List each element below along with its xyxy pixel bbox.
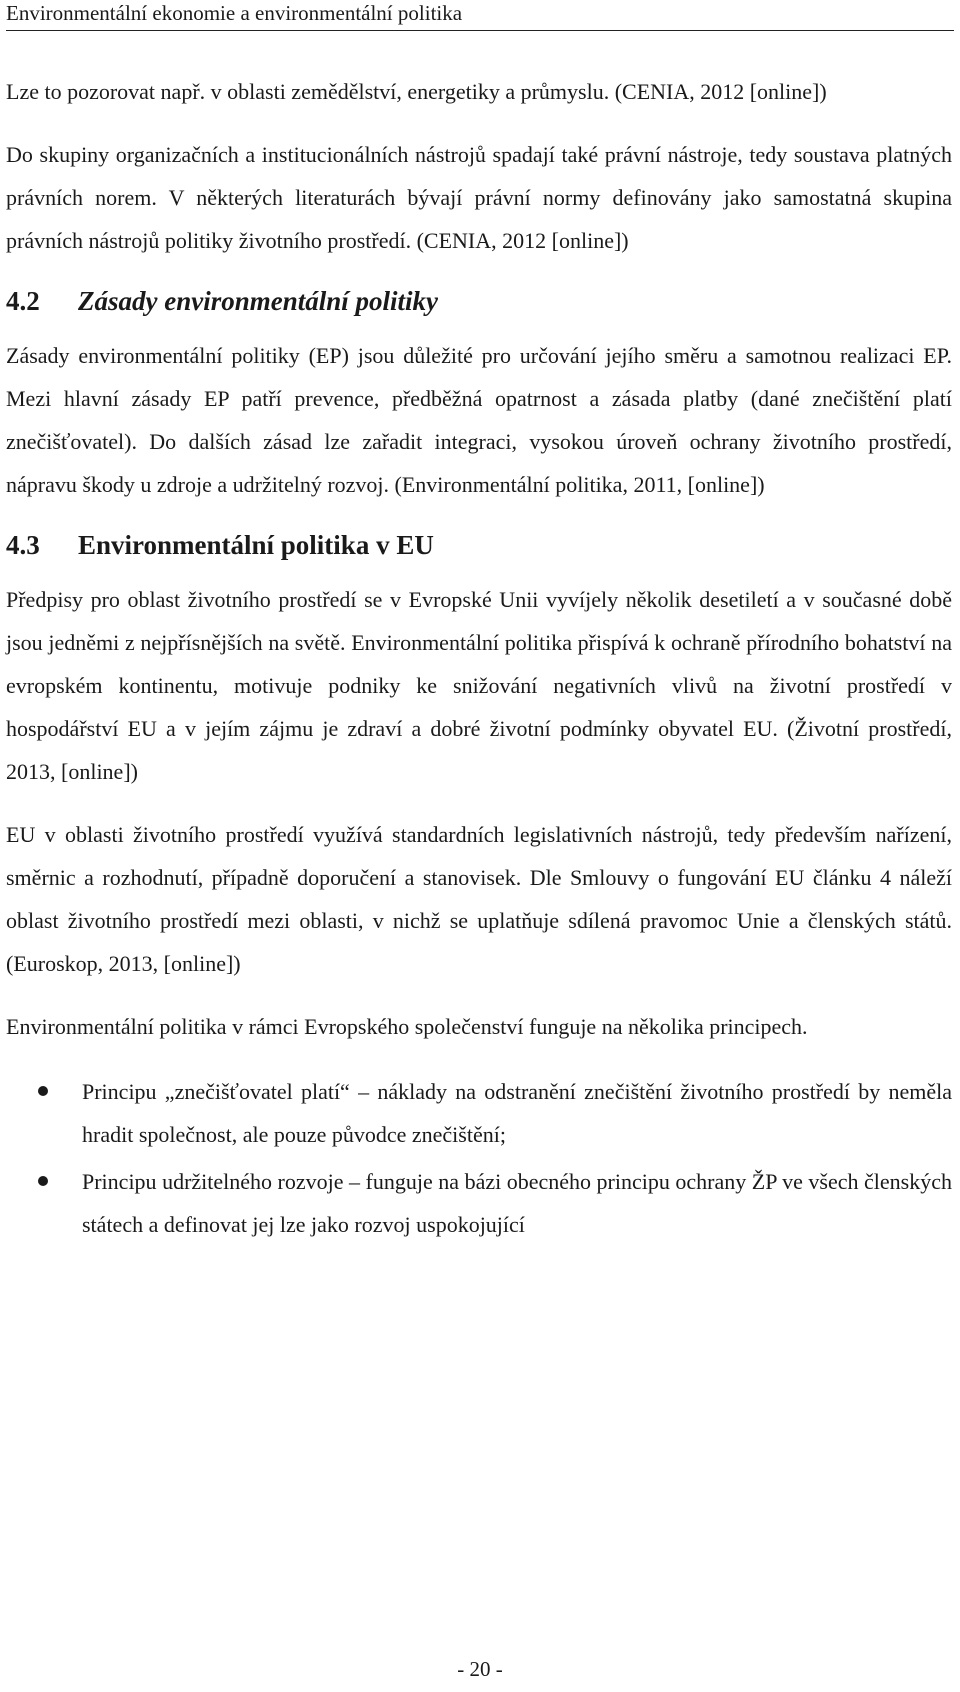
running-header: Environmentální ekonomie a environmentální politika bbox=[6, 1, 463, 25]
list-item bbox=[6, 1070, 952, 1156]
section-number: 4.2 bbox=[6, 286, 40, 316]
paragraph-legal-instruments: Do skupiny organizačních a institucionálních nástrojů spadají také právní nástroje, tedy soustava platných právních norem. V některých literaturách bývají právní normy definovány jako samostatná skupina právních nástrojů politiky životního prostředí. (CENIA, 2012 [online]) bbox=[6, 142, 952, 253]
page-content bbox=[6, 70, 952, 1250]
paragraph-eu-principles-intro: Environmentální politika v rámci Evropského společenství funguje na několika principech. bbox=[6, 1014, 808, 1039]
header-divider bbox=[6, 30, 954, 31]
paragraph-intro: Lze to pozorovat např. v oblasti zemědělství, energetiky a průmyslu. (CENIA, 2012 [online]) bbox=[6, 79, 827, 104]
list-item-text: Principu udržitelného rozvoje – funguje na bázi obecného principu ochrany ŽP ve všech členských státech a definovat jej lze jako rozvoj uspokojující bbox=[82, 1169, 952, 1237]
bullet-icon bbox=[38, 1086, 48, 1096]
page-number: - 20 - bbox=[457, 1657, 503, 1681]
bullet-icon bbox=[38, 1176, 48, 1186]
list-item bbox=[6, 1160, 952, 1246]
section-heading-4-3 bbox=[6, 526, 952, 564]
section-heading-4-2 bbox=[6, 282, 952, 320]
section-number: 4.3 bbox=[6, 530, 40, 560]
paragraph-eu-regulations: Předpisy pro oblast životního prostředí se v Evropské Unii vyvíjely několik desetiletí a v současné době jsou jedněmi z nejpřísnějších na světě. Environmentální politika přispívá k ochraně přírodního bohatství na evropském kontinentu, motivuje podniky ke snižování negativních vlivů na životní prostředí v hospodářství EU a v jejím zájmu je zdraví a dobré životní podmínky obyvatel EU. (Životní prostředí, 2013, [online]) bbox=[6, 587, 952, 784]
section-title: Zásady environmentální politiky bbox=[78, 286, 439, 316]
paragraph-eu-instruments: EU v oblasti životního prostředí využívá standardních legislativních nástrojů, tedy především nařízení, směrnic a rozhodnutí, případně doporučení a stanovisek. Dle Smlouvy o fungování EU článku 4 náleží oblast životního prostředí mezi oblasti, v nichž se uplatňuje sdílená pravomoc Unie a členských států. (Euroskop, 2013, [online]) bbox=[6, 822, 952, 976]
list-item-text: Principu „znečišťovatel platí“ – náklady na odstranění znečištění životního prostředí by neměla hradit společnost, ale pouze původce znečištění; bbox=[82, 1079, 952, 1147]
principles-list bbox=[6, 1070, 952, 1246]
section-title: Environmentální politika v EU bbox=[78, 530, 434, 560]
paragraph-principles: Zásady environmentální politiky (EP) jsou důležité pro určování jejího směru a samotnou realizaci EP. Mezi hlavní zásady EP patří prevence, předběžná opatrnost a zásada platby (dané znečištění platí znečišťovatel). Do dalších zásad lze zařadit integraci, vysokou úroveň ochrany životního prostředí, nápravu škody u zdroje a udržitelný rozvoj. (Environmentální politika, 2011, [online]) bbox=[6, 343, 952, 497]
